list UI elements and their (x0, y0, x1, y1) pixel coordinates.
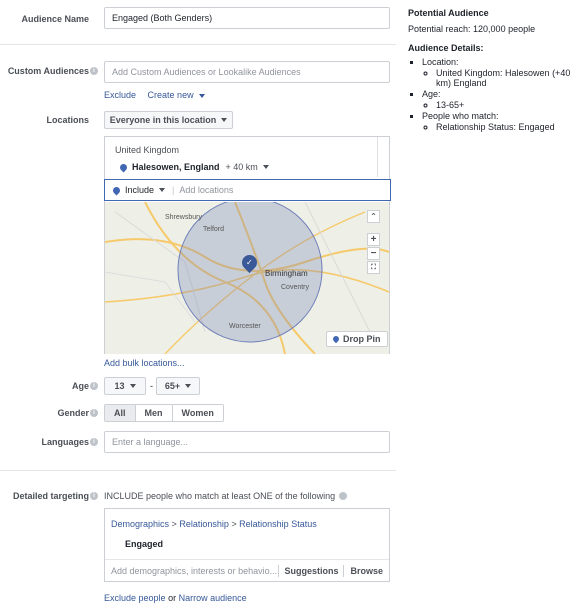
drop-pin-button[interactable] (326, 331, 388, 347)
or-text: or (168, 593, 177, 603)
section-divider (0, 44, 396, 45)
chevron-down-icon (185, 384, 191, 388)
breadcrumb-relationship-status[interactable]: Relationship Status (239, 519, 317, 529)
zoom-out-button[interactable] (367, 247, 380, 260)
detail-location-value: ◦ United Kingdom: Halesowen (+40 km) England (436, 68, 576, 88)
custom-audiences-placeholder: Add Custom Audiences or Lookalike Audiences (112, 67, 301, 77)
location-radius[interactable]: + 40 km (225, 162, 258, 172)
create-new-label: Create new (147, 90, 194, 100)
map-label-birmingham: Birmingham (265, 269, 308, 278)
location-city: Halesowen, England (132, 162, 220, 172)
zoom-out-label: − (370, 248, 377, 259)
map-label-worcester: Worcester (229, 323, 261, 330)
age-min-dropdown[interactable] (104, 377, 146, 395)
location-scrollbar[interactable] (377, 137, 378, 177)
chevron-down-icon (221, 118, 227, 122)
detail-people-value: ◦ Relationship Status: Engaged (436, 122, 576, 132)
location-pin-icon (119, 162, 129, 172)
detail-location-label: Location: (422, 57, 459, 67)
detailed-targeting-header-text: INCLUDE people who match at least ONE of the following (104, 491, 336, 501)
languages-placeholder: Enter a language... (112, 437, 189, 447)
add-locations-input[interactable] (179, 185, 233, 195)
custom-audiences-links (104, 90, 205, 100)
age-max-value: 65+ (164, 381, 181, 391)
gender-women-button[interactable]: Women (173, 405, 223, 421)
languages-label: Languages (41, 437, 89, 447)
info-icon[interactable] (339, 492, 347, 500)
fullscreen-icon[interactable]: ⛶ (367, 261, 380, 274)
chevron-down-icon (159, 188, 165, 192)
separator: | (172, 185, 175, 195)
chevron-down-icon (263, 165, 269, 169)
detail-age (422, 89, 576, 110)
targeting-search-placeholder: Add demographics, interests or behavio... (111, 565, 278, 576)
info-icon[interactable]: i (90, 409, 98, 417)
map[interactable] (105, 202, 389, 354)
include-dropdown[interactable] (125, 185, 165, 195)
zoom-in-button[interactable] (367, 233, 380, 246)
location-type-value: Everyone in this location (109, 115, 217, 125)
audience-details-list (408, 57, 576, 132)
targeting-footer-links (104, 593, 247, 603)
custom-audiences-input[interactable] (104, 61, 390, 83)
detail-age-label: Age: (422, 89, 441, 99)
audience-name-value: Engaged (Both Genders) (112, 13, 213, 23)
drop-pin-label: Drop Pin (343, 334, 381, 344)
detailed-targeting-box (104, 508, 390, 582)
location-country: United Kingdom (115, 145, 180, 155)
targeting-search-input[interactable] (105, 566, 278, 576)
targeting-breadcrumb (111, 519, 317, 529)
location-city-row[interactable] (120, 162, 269, 172)
locations-label: Locations (46, 115, 89, 125)
map-collapse-control[interactable]: ⌃ (367, 210, 380, 223)
narrow-audience-link[interactable]: Narrow audience (178, 593, 247, 603)
info-icon[interactable]: i (90, 67, 98, 75)
chevron-down-icon (199, 94, 205, 98)
gender-selector (104, 404, 224, 422)
zoom-in-label: + (370, 234, 377, 245)
detail-people-label: People who match: (422, 111, 499, 121)
add-bulk-locations-link[interactable]: Add bulk locations... (104, 358, 185, 368)
detail-age-value: ◦ 13-65+ (436, 100, 576, 110)
detailed-targeting-header (104, 491, 347, 501)
check-icon: ✓ (246, 258, 253, 268)
potential-audience-title: Potential Audience (408, 8, 489, 18)
breadcrumb-separator: > (171, 519, 177, 529)
potential-audience-panel (408, 8, 576, 133)
exclude-people-link[interactable]: Exclude people (104, 593, 166, 603)
age-label: Age (71, 381, 89, 391)
languages-input[interactable] (104, 431, 390, 453)
map-label-telford: Telford (203, 226, 225, 233)
exclude-link[interactable]: Exclude (104, 90, 137, 100)
detail-people (422, 111, 576, 132)
targeting-search-row (105, 559, 389, 581)
detailed-targeting-label: Detailed targeting (12, 491, 89, 501)
age-separator: - (150, 381, 153, 391)
browse-button[interactable]: Browse (350, 565, 383, 576)
age-max-dropdown[interactable] (156, 377, 200, 395)
gender-label: Gender (57, 408, 89, 418)
location-type-dropdown[interactable] (104, 111, 233, 129)
targeting-selected-item[interactable]: Engaged (125, 539, 164, 549)
include-label: Include (125, 185, 155, 195)
gender-all-button[interactable]: All (105, 405, 136, 421)
location-pin-icon (112, 185, 122, 195)
info-icon[interactable]: i (90, 382, 98, 390)
breadcrumb-relationship[interactable]: Relationship (179, 519, 229, 529)
potential-reach: Potential reach: 120,000 people (408, 24, 536, 34)
suggestions-button[interactable]: Suggestions (278, 565, 344, 577)
section-divider (0, 470, 396, 471)
breadcrumb-separator: > (231, 519, 237, 529)
map-label-shrewsbury: Shrewsbury (165, 214, 202, 221)
create-new-link[interactable] (148, 90, 205, 100)
add-location-row (104, 179, 391, 201)
map-label-coventry: Coventry (281, 284, 310, 291)
gender-men-button[interactable]: Men (136, 405, 173, 421)
breadcrumb-demographics[interactable]: Demographics (111, 519, 170, 529)
locations-box (104, 136, 390, 354)
chevron-down-icon (130, 384, 136, 388)
add-locations-placeholder: Add locations (179, 185, 234, 195)
audience-name-input[interactable] (104, 7, 390, 29)
detail-location (422, 57, 576, 88)
location-pin-icon (332, 335, 340, 343)
audience-details-title: Audience Details: (408, 43, 484, 53)
info-icon[interactable]: i (90, 492, 98, 500)
age-min-value: 13 (114, 381, 125, 391)
info-icon[interactable]: i (90, 438, 98, 446)
custom-audiences-label: Custom Audiences (7, 66, 89, 76)
audience-name-label: Audience Name (21, 14, 89, 24)
